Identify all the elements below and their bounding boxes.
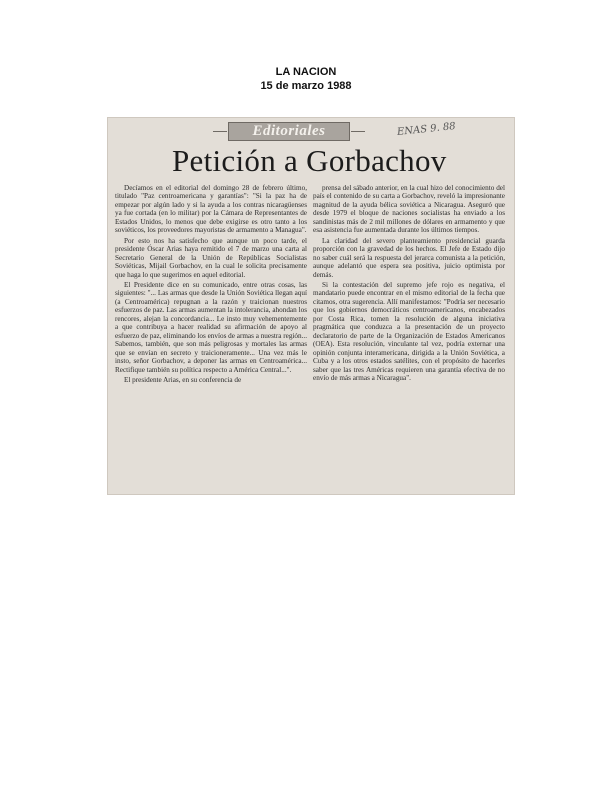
newspaper-name: LA NACION [275,66,337,78]
handwritten-note: ENAS 9. 88 [396,120,457,139]
paragraph: Si la contestación del supremo jefe rojo es negativa, el mandatario puede encontrar en el mismo editorial de la fecha que citamos, otra sugerencia. Allí manifestamos: "Podría ser necesario que los gobiernos democráticos centroamericanos, encabezados por Costa Rica, tomen la resolución de alguna iniciativa pragmática que conduzca a la presentación de un proyecto declaratorio de parte de la Organización de Estados Americanos (OEA). Esta resolución, vinculante tal vez, podría externar una opinión conjunta interamericana, dirigida a la Unión Soviética, a Cuba y a los otros estados satélites, con el propósito de hacerles saber que las tres Américas requieren una garantía efectiva de no envío de más armas a Nicaragua". [313,280,505,382]
paragraph: Decíamos en el editorial del domingo 28 de febrero último, titulado "Paz centroamericana y garantías": "Si la paz ha de empezar por algún lado y si la ayuda a los contras nicaragüenses ya fue cortada (en lo militar) por la Cámara de Representantes de Estados Unidos, lo menos que debe exigirse es otro tanto a los soviéticos, los proveedores mayoristas de armamento a Managua". [115,184,307,235]
section-banner: Editoriales [228,122,350,141]
newspaper-clipping [107,117,515,495]
publication-date: 15 de marzo 1988 [260,80,352,92]
paragraph: La claridad del severo planteamiento presidencial guarda proporción con la gravedad de los hechos. El Jefe de Estado dijo no saber cuál será la respuesta del jerarca comunista a la petición, aunque adelantó que espera sea positiva, juicio optimista por demás. [313,236,505,279]
paragraph: prensa del sábado anterior, en la cual hizo del conocimiento del país el contenido de su carta a Gorbachov, reveló la impresionante magnitud de la ayuda bélica soviética a Nicaragua. Aseguró que desde 1979 el bloque de naciones socialistas ha enviado a los sandinistas más de 2 mil millones de dólares en armamento y que esa asistencia fue aumentada durante los últimos tiempos. [313,184,505,235]
left-column [115,184,307,386]
headline: Petición a Gorbachov [172,143,447,178]
paragraph: Por esto nos ha satisfecho que aunque un poco tarde, el presidente Óscar Arias haya remitido el 7 de marzo una carta al Secretario General de la Unión de Repúblicas Socialistas Soviéticas, Mijail Gorbachov, en la cual le solicita precisamente que haga lo que sugerimos en aquel editorial. [115,236,307,279]
right-column [313,184,505,384]
paragraph: El presidente Arias, en su conferencia de [124,375,242,384]
paragraph: El Presidente dice en su comunicado, entre otras cosas, las siguientes: "... Las armas que desde la Unión Soviética llegan aquí (a Centroamérica) repugnan a la razón y traicionan nuestros esfuerzos de paz. Las armas aumentan la intolerancia, ahondan los rencores, alejan la concordancia... Le insto muy vehementemente a que contribuya a hacer realidad su afirmación de apoyo al esfuerzo de paz, eliminando los envíos de armas a nuestra región... Sabemos, también, que son más peligrosas y mortales las armas que se envían en secreto y traicioneramente... Una vez más le insto, señor Gorbachov, a deponer las armas en Centroamérica... Rectifique también su política respecto a América Central...". [115,280,307,374]
